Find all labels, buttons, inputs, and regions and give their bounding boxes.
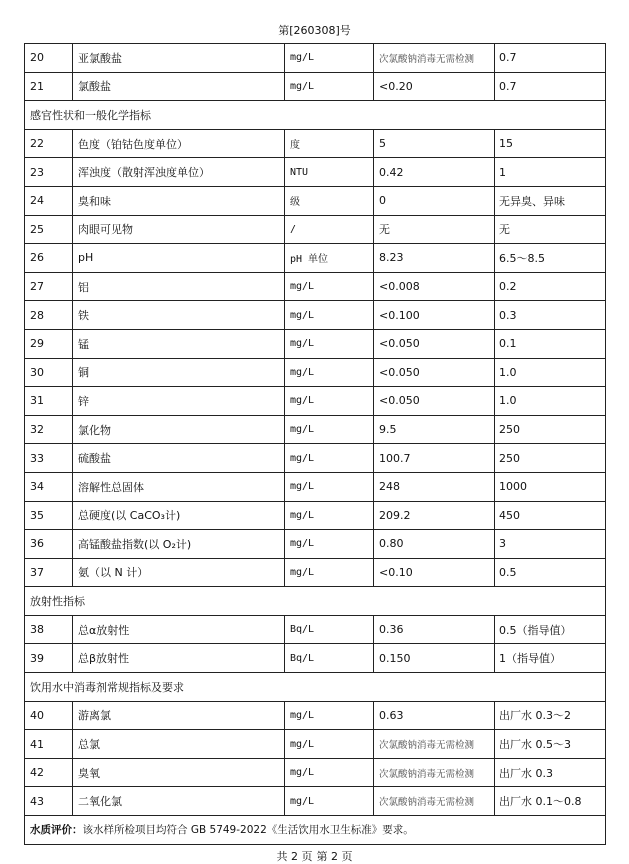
- standard-limit: 3: [495, 530, 606, 559]
- item-unit: 度: [285, 129, 374, 158]
- item-number: 40: [25, 701, 73, 730]
- document-number: 第[260308]号: [278, 24, 351, 37]
- item-unit: mg/L: [285, 329, 374, 358]
- item-name: 总β放射性: [73, 644, 285, 673]
- standard-limit: 出厂水 0.3～2: [495, 701, 606, 730]
- item-number: 25: [25, 215, 73, 244]
- item-unit: mg/L: [285, 44, 374, 73]
- standard-limit: 1.0: [495, 387, 606, 416]
- test-result: 次氯酸钠消毒无需检测: [374, 44, 495, 73]
- item-number: 36: [25, 530, 73, 559]
- item-unit: mg/L: [285, 472, 374, 501]
- table-row: [25, 472, 606, 501]
- table-row: [25, 501, 606, 530]
- item-unit: mg/L: [285, 530, 374, 559]
- item-unit: mg/L: [285, 358, 374, 387]
- test-result: 次氯酸钠消毒无需检测: [374, 758, 495, 787]
- table-row: [25, 44, 606, 73]
- item-name: 铁: [73, 301, 285, 330]
- page-footer: [0, 848, 629, 864]
- standard-limit: 15: [495, 129, 606, 158]
- test-result: 0.150: [374, 644, 495, 673]
- table-row: [25, 301, 606, 330]
- table-row: [25, 358, 606, 387]
- item-name: 肉眼可见物: [73, 215, 285, 244]
- standard-limit: 出厂水 0.5～3: [495, 730, 606, 759]
- item-name: 游离氯: [73, 701, 285, 730]
- section-title: 饮用水中消毒剂常规指标及要求: [25, 673, 606, 702]
- item-unit: mg/L: [285, 787, 374, 816]
- item-name: 溶解性总固体: [73, 472, 285, 501]
- item-unit: mg/L: [285, 444, 374, 473]
- test-result: <0.008: [374, 272, 495, 301]
- standard-limit: 无异臭、异味: [495, 186, 606, 215]
- item-unit: /: [285, 215, 374, 244]
- item-unit: Bq/L: [285, 644, 374, 673]
- test-result: 8.23: [374, 244, 495, 273]
- item-number: 20: [25, 44, 73, 73]
- standard-limit: 0.5（指导值）: [495, 615, 606, 644]
- item-number: 41: [25, 730, 73, 759]
- standard-limit: 250: [495, 415, 606, 444]
- item-number: 31: [25, 387, 73, 416]
- item-number: 43: [25, 787, 73, 816]
- table-row: [25, 387, 606, 416]
- item-number: 26: [25, 244, 73, 273]
- test-result: <0.050: [374, 387, 495, 416]
- item-number: 34: [25, 472, 73, 501]
- standard-limit: 0.3: [495, 301, 606, 330]
- table-row: [25, 558, 606, 587]
- table-row: [25, 444, 606, 473]
- test-result: 209.2: [374, 501, 495, 530]
- item-unit: mg/L: [285, 558, 374, 587]
- section-header-row: [25, 587, 606, 616]
- standard-limit: 0.2: [495, 272, 606, 301]
- item-number: 39: [25, 644, 73, 673]
- item-unit: mg/L: [285, 758, 374, 787]
- standard-limit: 1.0: [495, 358, 606, 387]
- standard-limit: 6.5～8.5: [495, 244, 606, 273]
- section-title: 感官性状和一般化学指标: [25, 101, 606, 130]
- item-name: 总氯: [73, 730, 285, 759]
- test-result: 0.42: [374, 158, 495, 187]
- standard-limit: 450: [495, 501, 606, 530]
- standard-limit: 0.1: [495, 329, 606, 358]
- page-current: 第 2 页: [316, 850, 353, 863]
- test-result: 次氯酸钠消毒无需检测: [374, 787, 495, 816]
- table-row: [25, 272, 606, 301]
- test-result: <0.20: [374, 72, 495, 101]
- test-result: 0.80: [374, 530, 495, 559]
- item-number: 24: [25, 186, 73, 215]
- test-result: <0.100: [374, 301, 495, 330]
- test-result: 0.63: [374, 701, 495, 730]
- standard-limit: 0.7: [495, 72, 606, 101]
- evaluation-row: [25, 816, 606, 845]
- item-number: 42: [25, 758, 73, 787]
- table-row: [25, 158, 606, 187]
- test-result: 0: [374, 186, 495, 215]
- standard-limit: 0.7: [495, 44, 606, 73]
- item-unit: mg/L: [285, 387, 374, 416]
- table-row: [25, 329, 606, 358]
- table-row: [25, 758, 606, 787]
- item-unit: mg/L: [285, 415, 374, 444]
- section-title: 放射性指标: [25, 587, 606, 616]
- item-number: 35: [25, 501, 73, 530]
- table-row: [25, 72, 606, 101]
- item-name: 高锰酸盐指数(以 O₂计): [73, 530, 285, 559]
- section-header-row: [25, 673, 606, 702]
- test-result: 次氯酸钠消毒无需检测: [374, 730, 495, 759]
- item-unit: NTU: [285, 158, 374, 187]
- item-number: 38: [25, 615, 73, 644]
- test-result: 9.5: [374, 415, 495, 444]
- item-unit: mg/L: [285, 730, 374, 759]
- test-result: <0.050: [374, 358, 495, 387]
- table-row: [25, 186, 606, 215]
- table-row: [25, 215, 606, 244]
- item-unit: mg/L: [285, 701, 374, 730]
- standard-limit: 250: [495, 444, 606, 473]
- item-number: 28: [25, 301, 73, 330]
- standard-limit: 0.5: [495, 558, 606, 587]
- page-total: 共 2 页: [276, 850, 313, 863]
- item-number: 37: [25, 558, 73, 587]
- table-row: [25, 701, 606, 730]
- item-name: 氨（以 N 计）: [73, 558, 285, 587]
- test-result: 0.36: [374, 615, 495, 644]
- item-unit: mg/L: [285, 72, 374, 101]
- item-unit: mg/L: [285, 272, 374, 301]
- standard-limit: 1000: [495, 472, 606, 501]
- item-number: 32: [25, 415, 73, 444]
- item-name: 色度（铂钴色度单位）: [73, 129, 285, 158]
- item-number: 21: [25, 72, 73, 101]
- test-result: 100.7: [374, 444, 495, 473]
- standard-limit: 1（指导值）: [495, 644, 606, 673]
- item-unit: 级: [285, 186, 374, 215]
- item-name: 硫酸盐: [73, 444, 285, 473]
- item-unit: mg/L: [285, 501, 374, 530]
- standard-limit: 无: [495, 215, 606, 244]
- item-name: 臭氧: [73, 758, 285, 787]
- test-result: 无: [374, 215, 495, 244]
- item-name: 铜: [73, 358, 285, 387]
- test-result: 5: [374, 129, 495, 158]
- item-number: 27: [25, 272, 73, 301]
- item-unit: pH 单位: [285, 244, 374, 273]
- item-name: 臭和味: [73, 186, 285, 215]
- item-number: 30: [25, 358, 73, 387]
- table-row: [25, 787, 606, 816]
- item-unit: mg/L: [285, 301, 374, 330]
- test-result: 248: [374, 472, 495, 501]
- standard-limit: 1: [495, 158, 606, 187]
- item-name: 氯酸盐: [73, 72, 285, 101]
- item-name: 二氧化氯: [73, 787, 285, 816]
- item-number: 22: [25, 129, 73, 158]
- table-row: [25, 530, 606, 559]
- evaluation-label: 水质评价：: [30, 824, 83, 837]
- item-name: pH: [73, 244, 285, 273]
- section-header-row: [25, 101, 606, 130]
- table-row: [25, 615, 606, 644]
- item-unit: Bq/L: [285, 615, 374, 644]
- table-row: [25, 244, 606, 273]
- standard-limit: 出厂水 0.3: [495, 758, 606, 787]
- item-number: 29: [25, 329, 73, 358]
- item-name: 总硬度(以 CaCO₃计): [73, 501, 285, 530]
- table-row: [25, 129, 606, 158]
- item-name: 锌: [73, 387, 285, 416]
- test-result: <0.050: [374, 329, 495, 358]
- table-row: [25, 644, 606, 673]
- item-name: 总α放射性: [73, 615, 285, 644]
- item-name: 铝: [73, 272, 285, 301]
- item-name: 亚氯酸盐: [73, 44, 285, 73]
- item-name: 锰: [73, 329, 285, 358]
- table-row: [25, 415, 606, 444]
- evaluation-text: 该水样所检项目均符合 GB 5749-2022《生活饮用水卫生标准》要求。: [82, 824, 414, 837]
- test-result: <0.10: [374, 558, 495, 587]
- test-results-table: [24, 43, 606, 845]
- item-number: 23: [25, 158, 73, 187]
- item-number: 33: [25, 444, 73, 473]
- standard-limit: 出厂水 0.1～0.8: [495, 787, 606, 816]
- item-name: 氯化物: [73, 415, 285, 444]
- item-name: 浑浊度（散射浑浊度单位）: [73, 158, 285, 187]
- table-row: [25, 730, 606, 759]
